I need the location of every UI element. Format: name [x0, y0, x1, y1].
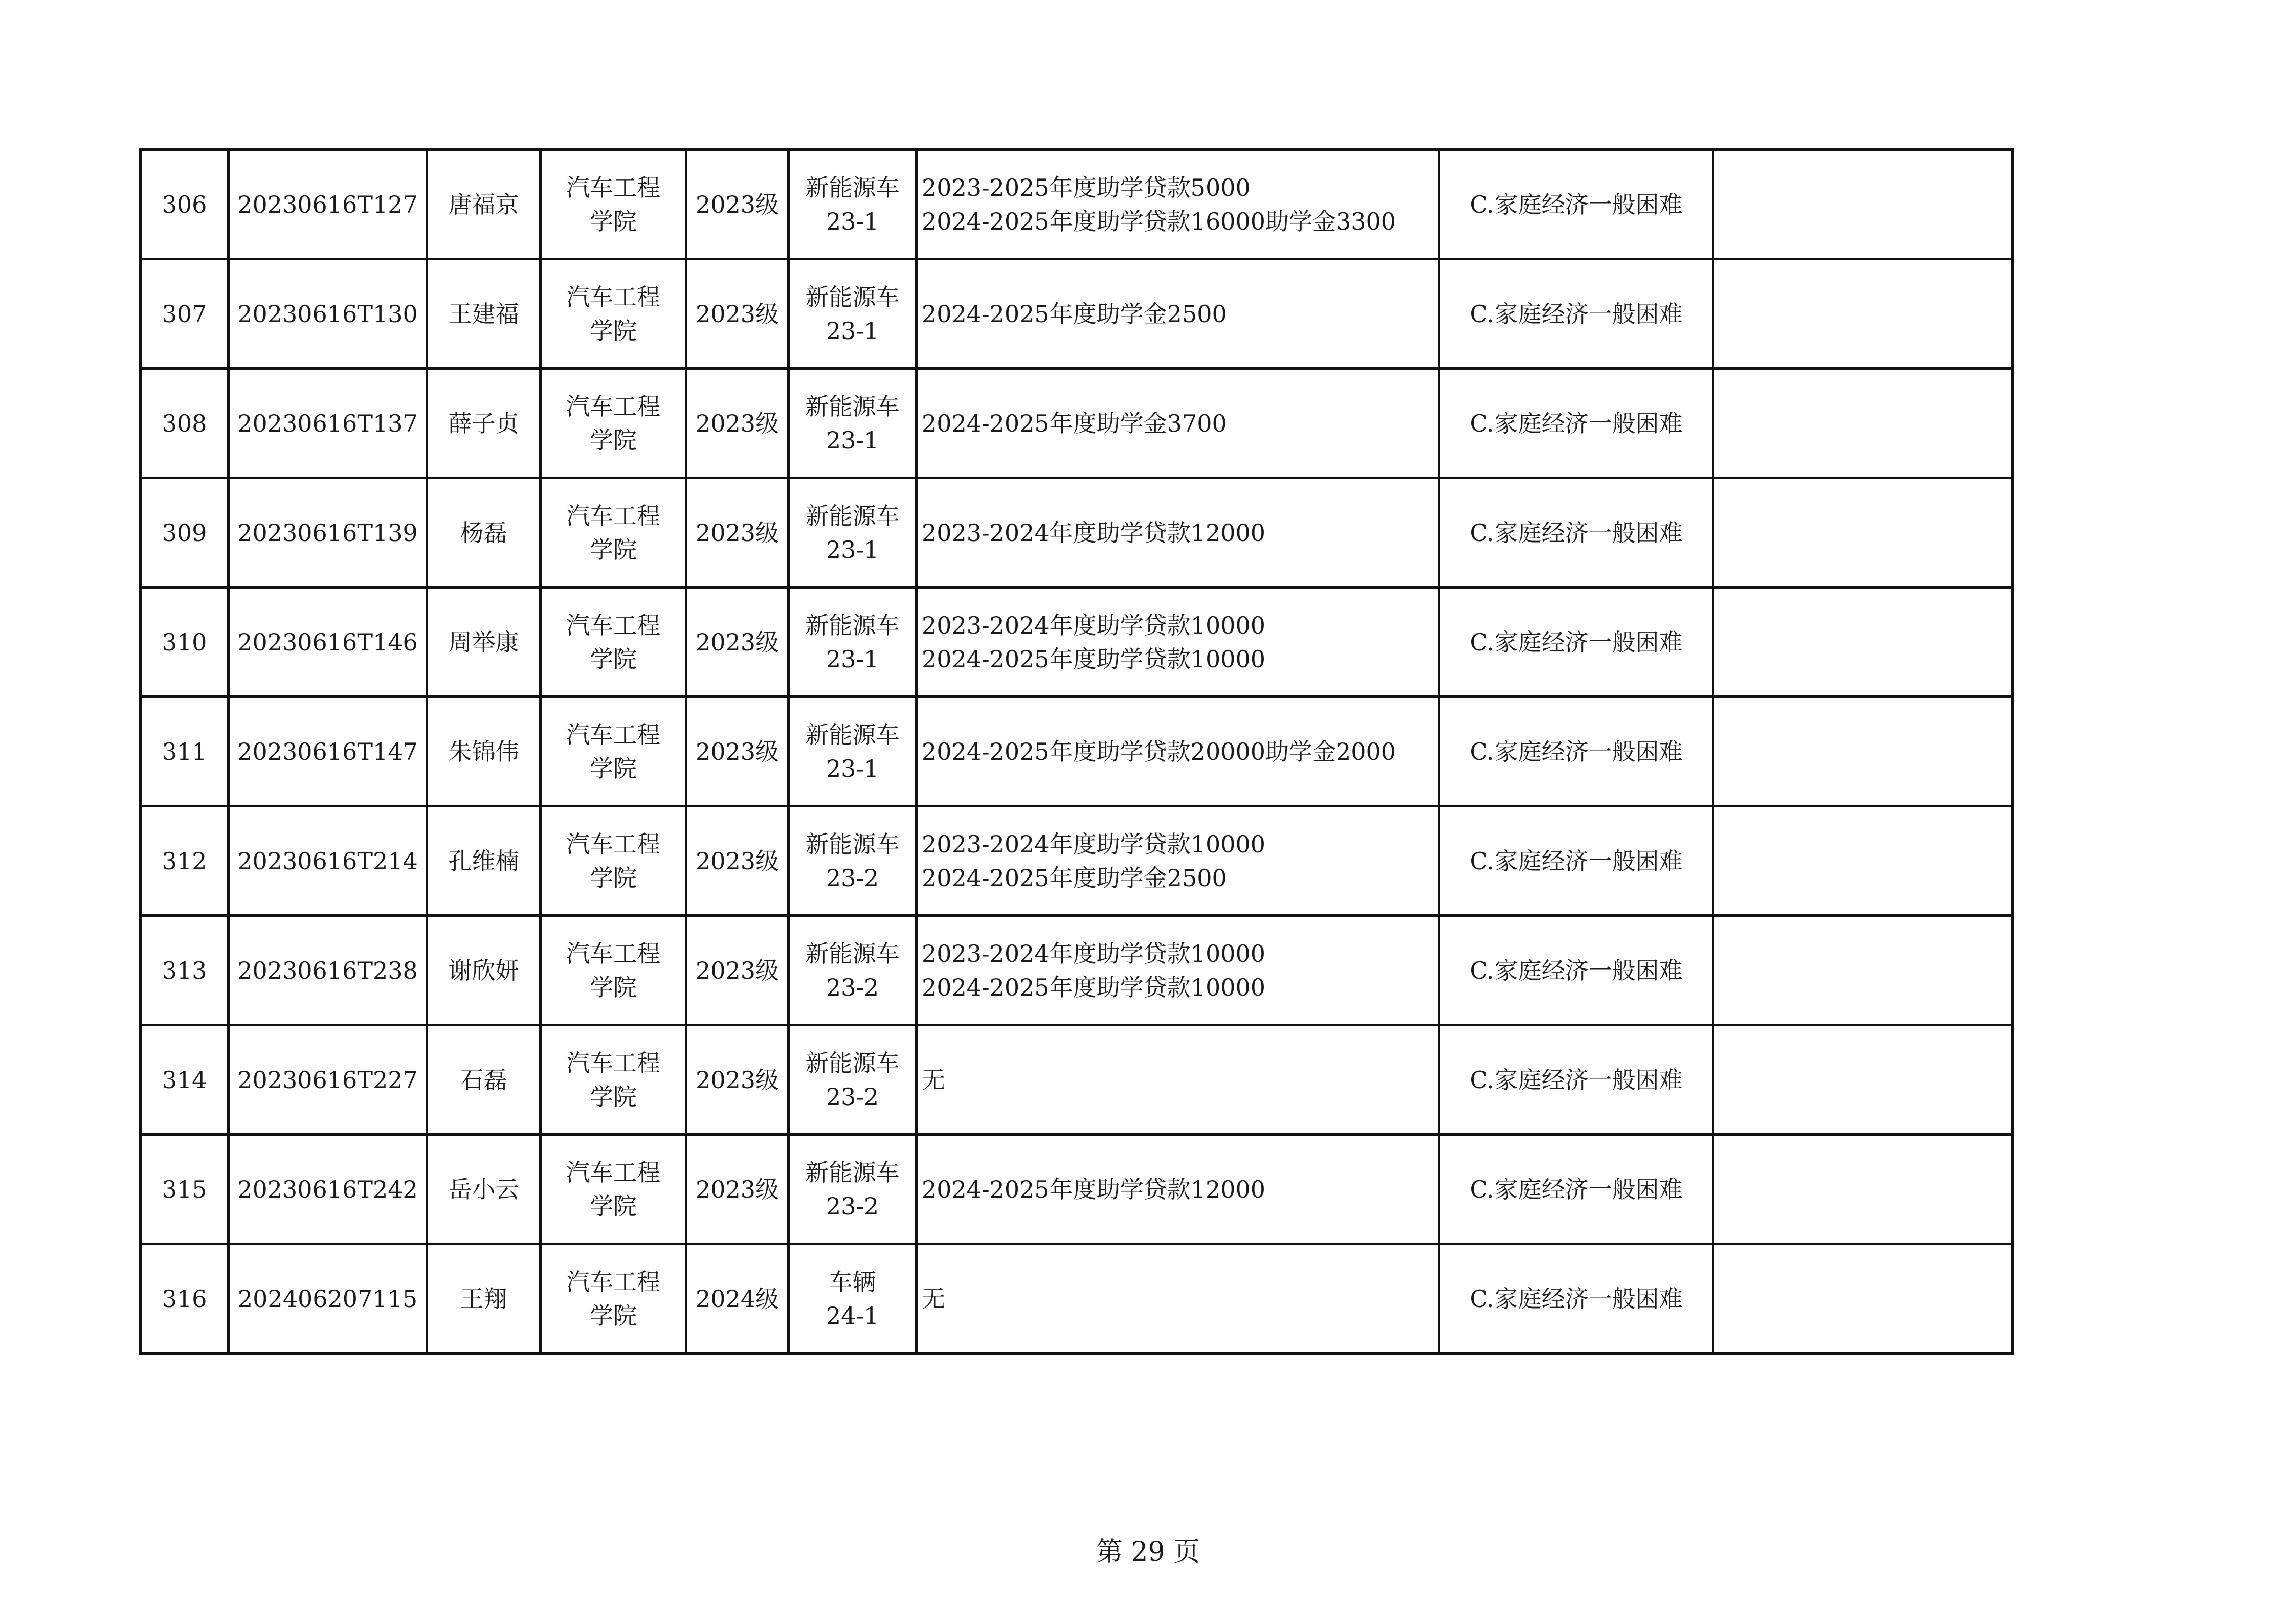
- grade-cell: 2023级: [686, 478, 789, 588]
- grade-cell: 2023级: [686, 259, 789, 369]
- student-name-cell: 王翔: [427, 1244, 541, 1354]
- hardship-level-cell: C.家庭经济一般困难: [1439, 150, 1713, 259]
- student-name-cell: 杨磊: [427, 478, 541, 588]
- table-row: [141, 259, 2013, 369]
- student-name-cell: 谢欣妍: [427, 916, 541, 1025]
- remarks-cell: [1713, 588, 2013, 697]
- grade-cell: 2023级: [686, 806, 789, 916]
- table-row: [141, 697, 2013, 806]
- class-cell: 新能源车 23-1: [789, 369, 917, 478]
- grade-cell: 2023级: [686, 916, 789, 1025]
- student-name-cell: 朱锦伟: [427, 697, 541, 806]
- college-cell: 汽车工程 学院: [541, 806, 686, 916]
- remarks-cell: [1713, 150, 2013, 259]
- financial-aid-cell: 2023-2024年度助学贷款10000 2024-2025年度助学贷款10000: [917, 916, 1439, 1025]
- table-row: [141, 588, 2013, 697]
- remarks-cell: [1713, 1025, 2013, 1135]
- class-cell: 车辆 24-1: [789, 1244, 917, 1354]
- financial-aid-cell: 2024-2025年度助学金2500: [917, 259, 1439, 369]
- student-name-cell: 周举康: [427, 588, 541, 697]
- table-row: [141, 150, 2013, 259]
- row-number-cell: 310: [141, 588, 229, 697]
- grade-cell: 2023级: [686, 150, 789, 259]
- class-cell: 新能源车 23-1: [789, 478, 917, 588]
- row-number-cell: 316: [141, 1244, 229, 1354]
- class-cell: 新能源车 23-2: [789, 1135, 917, 1244]
- financial-aid-cell: 2023-2025年度助学贷款5000 2024-2025年度助学贷款16000助学金3300: [917, 150, 1439, 259]
- class-cell: 新能源车 23-2: [789, 1025, 917, 1135]
- grade-cell: 2023级: [686, 697, 789, 806]
- student-id-cell: 20230616T146: [229, 588, 427, 697]
- table-body: [141, 150, 2013, 1354]
- class-cell: 新能源车 23-2: [789, 916, 917, 1025]
- hardship-level-cell: C.家庭经济一般困难: [1439, 259, 1713, 369]
- table-row: [141, 916, 2013, 1025]
- student-name-cell: 唐福京: [427, 150, 541, 259]
- financial-aid-cell: 2024-2025年度助学贷款12000: [917, 1135, 1439, 1244]
- grade-cell: 2024级: [686, 1244, 789, 1354]
- class-cell: 新能源车 23-1: [789, 259, 917, 369]
- college-cell: 汽车工程 学院: [541, 369, 686, 478]
- student-id-cell: 20230616T238: [229, 916, 427, 1025]
- college-cell: 汽车工程 学院: [541, 478, 686, 588]
- class-cell: 新能源车 23-1: [789, 150, 917, 259]
- remarks-cell: [1713, 1244, 2013, 1354]
- remarks-cell: [1713, 259, 2013, 369]
- table-row: [141, 1025, 2013, 1135]
- row-number-cell: 313: [141, 916, 229, 1025]
- financial-aid-cell: 2023-2024年度助学贷款10000 2024-2025年度助学贷款10000: [917, 588, 1439, 697]
- row-number-cell: 309: [141, 478, 229, 588]
- row-number-cell: 307: [141, 259, 229, 369]
- college-cell: 汽车工程 学院: [541, 150, 686, 259]
- college-cell: 汽车工程 学院: [541, 588, 686, 697]
- class-cell: 新能源车 23-1: [789, 697, 917, 806]
- remarks-cell: [1713, 369, 2013, 478]
- financial-aid-cell: 2023-2024年度助学贷款12000: [917, 478, 1439, 588]
- college-cell: 汽车工程 学院: [541, 1244, 686, 1354]
- student-name-cell: 薛子贞: [427, 369, 541, 478]
- table-row: [141, 1135, 2013, 1244]
- row-number-cell: 312: [141, 806, 229, 916]
- student-name-cell: 石磊: [427, 1025, 541, 1135]
- remarks-cell: [1713, 806, 2013, 916]
- student-id-cell: 20230616T214: [229, 806, 427, 916]
- student-id-cell: 202406207115: [229, 1244, 427, 1354]
- student-id-cell: 20230616T137: [229, 369, 427, 478]
- hardship-level-cell: C.家庭经济一般困难: [1439, 1135, 1713, 1244]
- hardship-level-cell: C.家庭经济一般困难: [1439, 697, 1713, 806]
- class-cell: 新能源车 23-2: [789, 806, 917, 916]
- hardship-level-cell: C.家庭经济一般困难: [1439, 806, 1713, 916]
- financial-aid-cell: 2024-2025年度助学金3700: [917, 369, 1439, 478]
- student-name-cell: 岳小云: [427, 1135, 541, 1244]
- grade-cell: 2023级: [686, 588, 789, 697]
- college-cell: 汽车工程 学院: [541, 259, 686, 369]
- student-aid-table: [139, 148, 2014, 1355]
- student-name-cell: 王建福: [427, 259, 541, 369]
- table-row: [141, 478, 2013, 588]
- grade-cell: 2023级: [686, 1135, 789, 1244]
- row-number-cell: 315: [141, 1135, 229, 1244]
- financial-aid-cell: 2023-2024年度助学贷款10000 2024-2025年度助学金2500: [917, 806, 1439, 916]
- financial-aid-cell: 2024-2025年度助学贷款20000助学金2000: [917, 697, 1439, 806]
- table-row: [141, 1244, 2013, 1354]
- row-number-cell: 311: [141, 697, 229, 806]
- table-row: [141, 369, 2013, 478]
- college-cell: 汽车工程 学院: [541, 1025, 686, 1135]
- financial-aid-cell: 无: [917, 1244, 1439, 1354]
- hardship-level-cell: C.家庭经济一般困难: [1439, 588, 1713, 697]
- college-cell: 汽车工程 学院: [541, 916, 686, 1025]
- student-id-cell: 20230616T227: [229, 1025, 427, 1135]
- student-id-cell: 20230616T130: [229, 259, 427, 369]
- student-id-cell: 20230616T127: [229, 150, 427, 259]
- class-cell: 新能源车 23-1: [789, 588, 917, 697]
- college-cell: 汽车工程 学院: [541, 697, 686, 806]
- remarks-cell: [1713, 478, 2013, 588]
- hardship-level-cell: C.家庭经济一般困难: [1439, 369, 1713, 478]
- row-number-cell: 308: [141, 369, 229, 478]
- college-cell: 汽车工程 学院: [541, 1135, 686, 1244]
- row-number-cell: 314: [141, 1025, 229, 1135]
- student-name-cell: 孔维楠: [427, 806, 541, 916]
- grade-cell: 2023级: [686, 369, 789, 478]
- grade-cell: 2023级: [686, 1025, 789, 1135]
- page-number: 第 29 页: [1096, 1537, 1200, 1567]
- hardship-level-cell: C.家庭经济一般困难: [1439, 478, 1713, 588]
- row-number-cell: 306: [141, 150, 229, 259]
- student-id-cell: 20230616T147: [229, 697, 427, 806]
- financial-aid-cell: 无: [917, 1025, 1439, 1135]
- remarks-cell: [1713, 916, 2013, 1025]
- student-id-cell: 20230616T139: [229, 478, 427, 588]
- hardship-level-cell: C.家庭经济一般困难: [1439, 916, 1713, 1025]
- student-id-cell: 20230616T242: [229, 1135, 427, 1244]
- remarks-cell: [1713, 1135, 2013, 1244]
- hardship-level-cell: C.家庭经济一般困难: [1439, 1025, 1713, 1135]
- table-row: [141, 806, 2013, 916]
- remarks-cell: [1713, 697, 2013, 806]
- hardship-level-cell: C.家庭经济一般困难: [1439, 1244, 1713, 1354]
